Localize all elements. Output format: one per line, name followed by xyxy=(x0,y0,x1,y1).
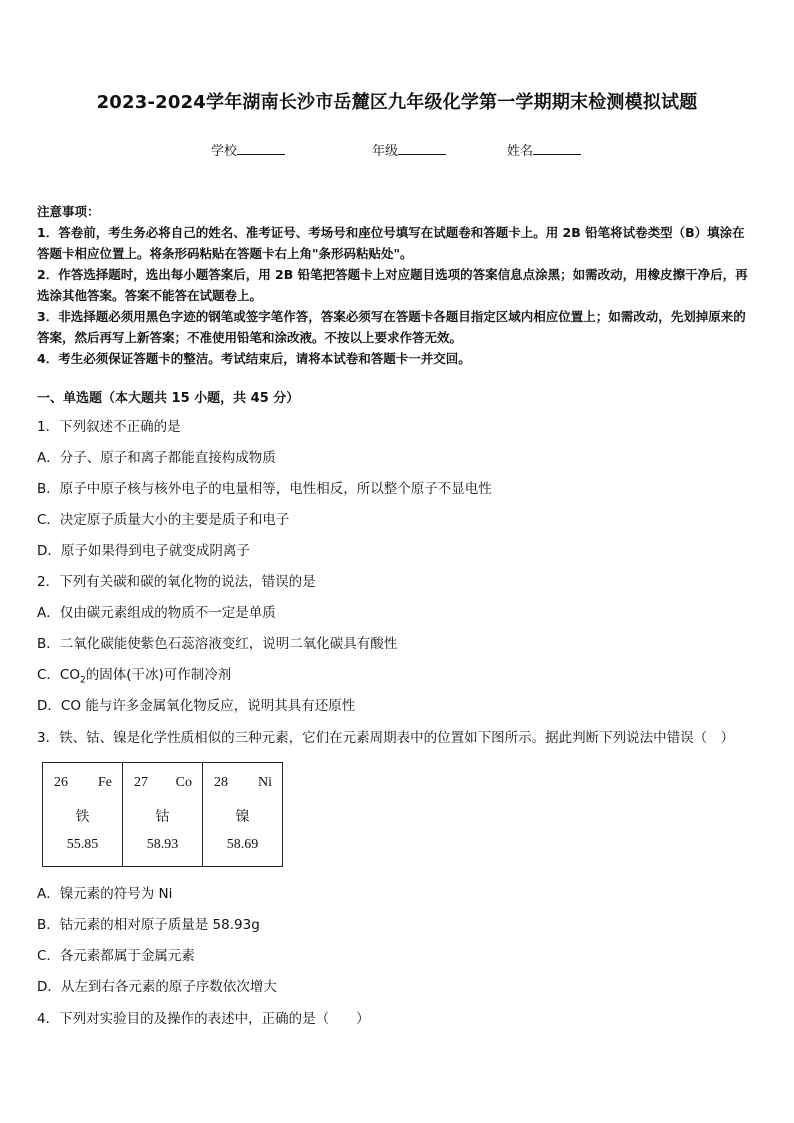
question-3-option-b: B．钴元素的相对原子质量是 58.93g xyxy=(37,917,260,933)
school-label: 学校 xyxy=(211,144,238,159)
question-3-stem: 3．铁、钴、镍是化学性质相似的三种元素，它们在元素周期表中的位置如下图所示。据此判断下列说法中错误（ ） xyxy=(37,730,735,746)
question-2-option-d: D．CO 能与许多金属氧化物反应，说明其具有还原性 xyxy=(37,698,356,714)
question-1-option-b: B．原子中原子核与核外电子的电量相等，电性相反，所以整个原子不显电性 xyxy=(37,481,492,497)
element-cell-ni xyxy=(203,763,283,867)
question-2-option-c xyxy=(37,663,231,686)
school-field xyxy=(211,140,285,159)
option-c-suffix: 的固体(干冰)可作制冷剂 xyxy=(85,667,232,683)
question-3-option-c: C．各元素都属于金属元素 xyxy=(37,948,195,964)
atomic-number: 26 xyxy=(54,775,68,790)
notice-item: 2．作答选择题时，选出每小题答案后，用 2B 铅笔把答题卡上对应题目选项的答案信息点涂黑；如需改动，用橡皮擦干净后，再选涂其他答案。答案不能答在试题卷上。 xyxy=(37,267,748,303)
atomic-mass: 58.93 xyxy=(146,837,179,852)
question-2-option-a: A．仅由碳元素组成的物质不一定是单质 xyxy=(37,605,276,621)
question-1-option-a: A．分子、原子和离子都能直接构成物质 xyxy=(37,450,276,466)
periodic-table-excerpt xyxy=(42,762,283,867)
question-2-stem: 2．下列有关碳和碳的氧化物的说法，错误的是 xyxy=(37,574,316,590)
element-symbol: Co xyxy=(175,775,192,790)
grade-label: 年级 xyxy=(372,144,399,159)
element-cell-fe xyxy=(43,763,123,867)
name-blank xyxy=(533,142,581,155)
student-info-row xyxy=(0,140,794,160)
co2-subscript: 2 xyxy=(79,675,86,686)
element-symbol: Ni xyxy=(258,775,272,790)
notice-heading: 注意事项： xyxy=(37,204,100,219)
exam-title: 2023-2024学年湖南长沙市岳麓区九年级化学第一学期期末检测模拟试题 xyxy=(96,92,698,113)
notice-item: 4．考生必须保证答题卡的整洁。考试结束后，请将本试卷和答题卡一并交回。 xyxy=(37,351,471,366)
option-c-prefix: C．CO xyxy=(37,667,80,683)
question-1-option-c: C．决定原子质量大小的主要是质子和电子 xyxy=(37,512,290,528)
element-name: 镍 xyxy=(235,809,250,825)
notice-item: 1．答卷前，考生务必将自己的姓名、准考证号、考场号和座位号填写在试题卷和答题卡上。用 2B 铅笔将试卷类型（B）填涂在答题卡相应位置上。将条形码粘贴在答题卡右上角"条形码粘贴处"。 xyxy=(37,225,745,261)
grade-field xyxy=(372,140,446,159)
section-heading: 一、单选题（本大题共 15 小题，共 45 分） xyxy=(37,391,300,406)
question-3-option-a: A．镍元素的符号为 Ni xyxy=(37,886,173,902)
element-name: 钴 xyxy=(155,809,170,825)
atomic-mass: 55.85 xyxy=(66,837,99,852)
atomic-number: 27 xyxy=(134,775,148,790)
atomic-number: 28 xyxy=(214,775,228,790)
question-1-stem: 1．下列叙述不正确的是 xyxy=(37,419,181,435)
name-field xyxy=(507,140,581,159)
element-symbol: Fe xyxy=(98,775,112,790)
name-label: 姓名 xyxy=(507,144,534,159)
notice-block xyxy=(37,201,757,369)
element-cell-co xyxy=(123,763,203,867)
grade-blank xyxy=(398,142,446,155)
atomic-mass: 58.69 xyxy=(226,837,259,852)
element-name: 铁 xyxy=(75,809,90,825)
school-blank xyxy=(237,142,285,155)
notice-item: 3．非选择题必须用黑色字迹的钢笔或签字笔作答，答案必须写在答题卡各题目指定区域内相应位置上；如需改动，先划掉原来的答案，然后再写上新答案；不准使用铅笔和涂改液。不按以上要求作答无效。 xyxy=(37,309,746,345)
question-4-stem: 4．下列对实验目的及操作的表述中，正确的是（ ） xyxy=(37,1011,370,1027)
question-1-option-d: D．原子如果得到电子就变成阴离子 xyxy=(37,543,250,559)
question-2-option-b: B．二氧化碳能使紫色石蕊溶液变红，说明二氧化碳具有酸性 xyxy=(37,636,398,652)
question-3-option-d: D．从左到右各元素的原子序数依次增大 xyxy=(37,979,277,995)
